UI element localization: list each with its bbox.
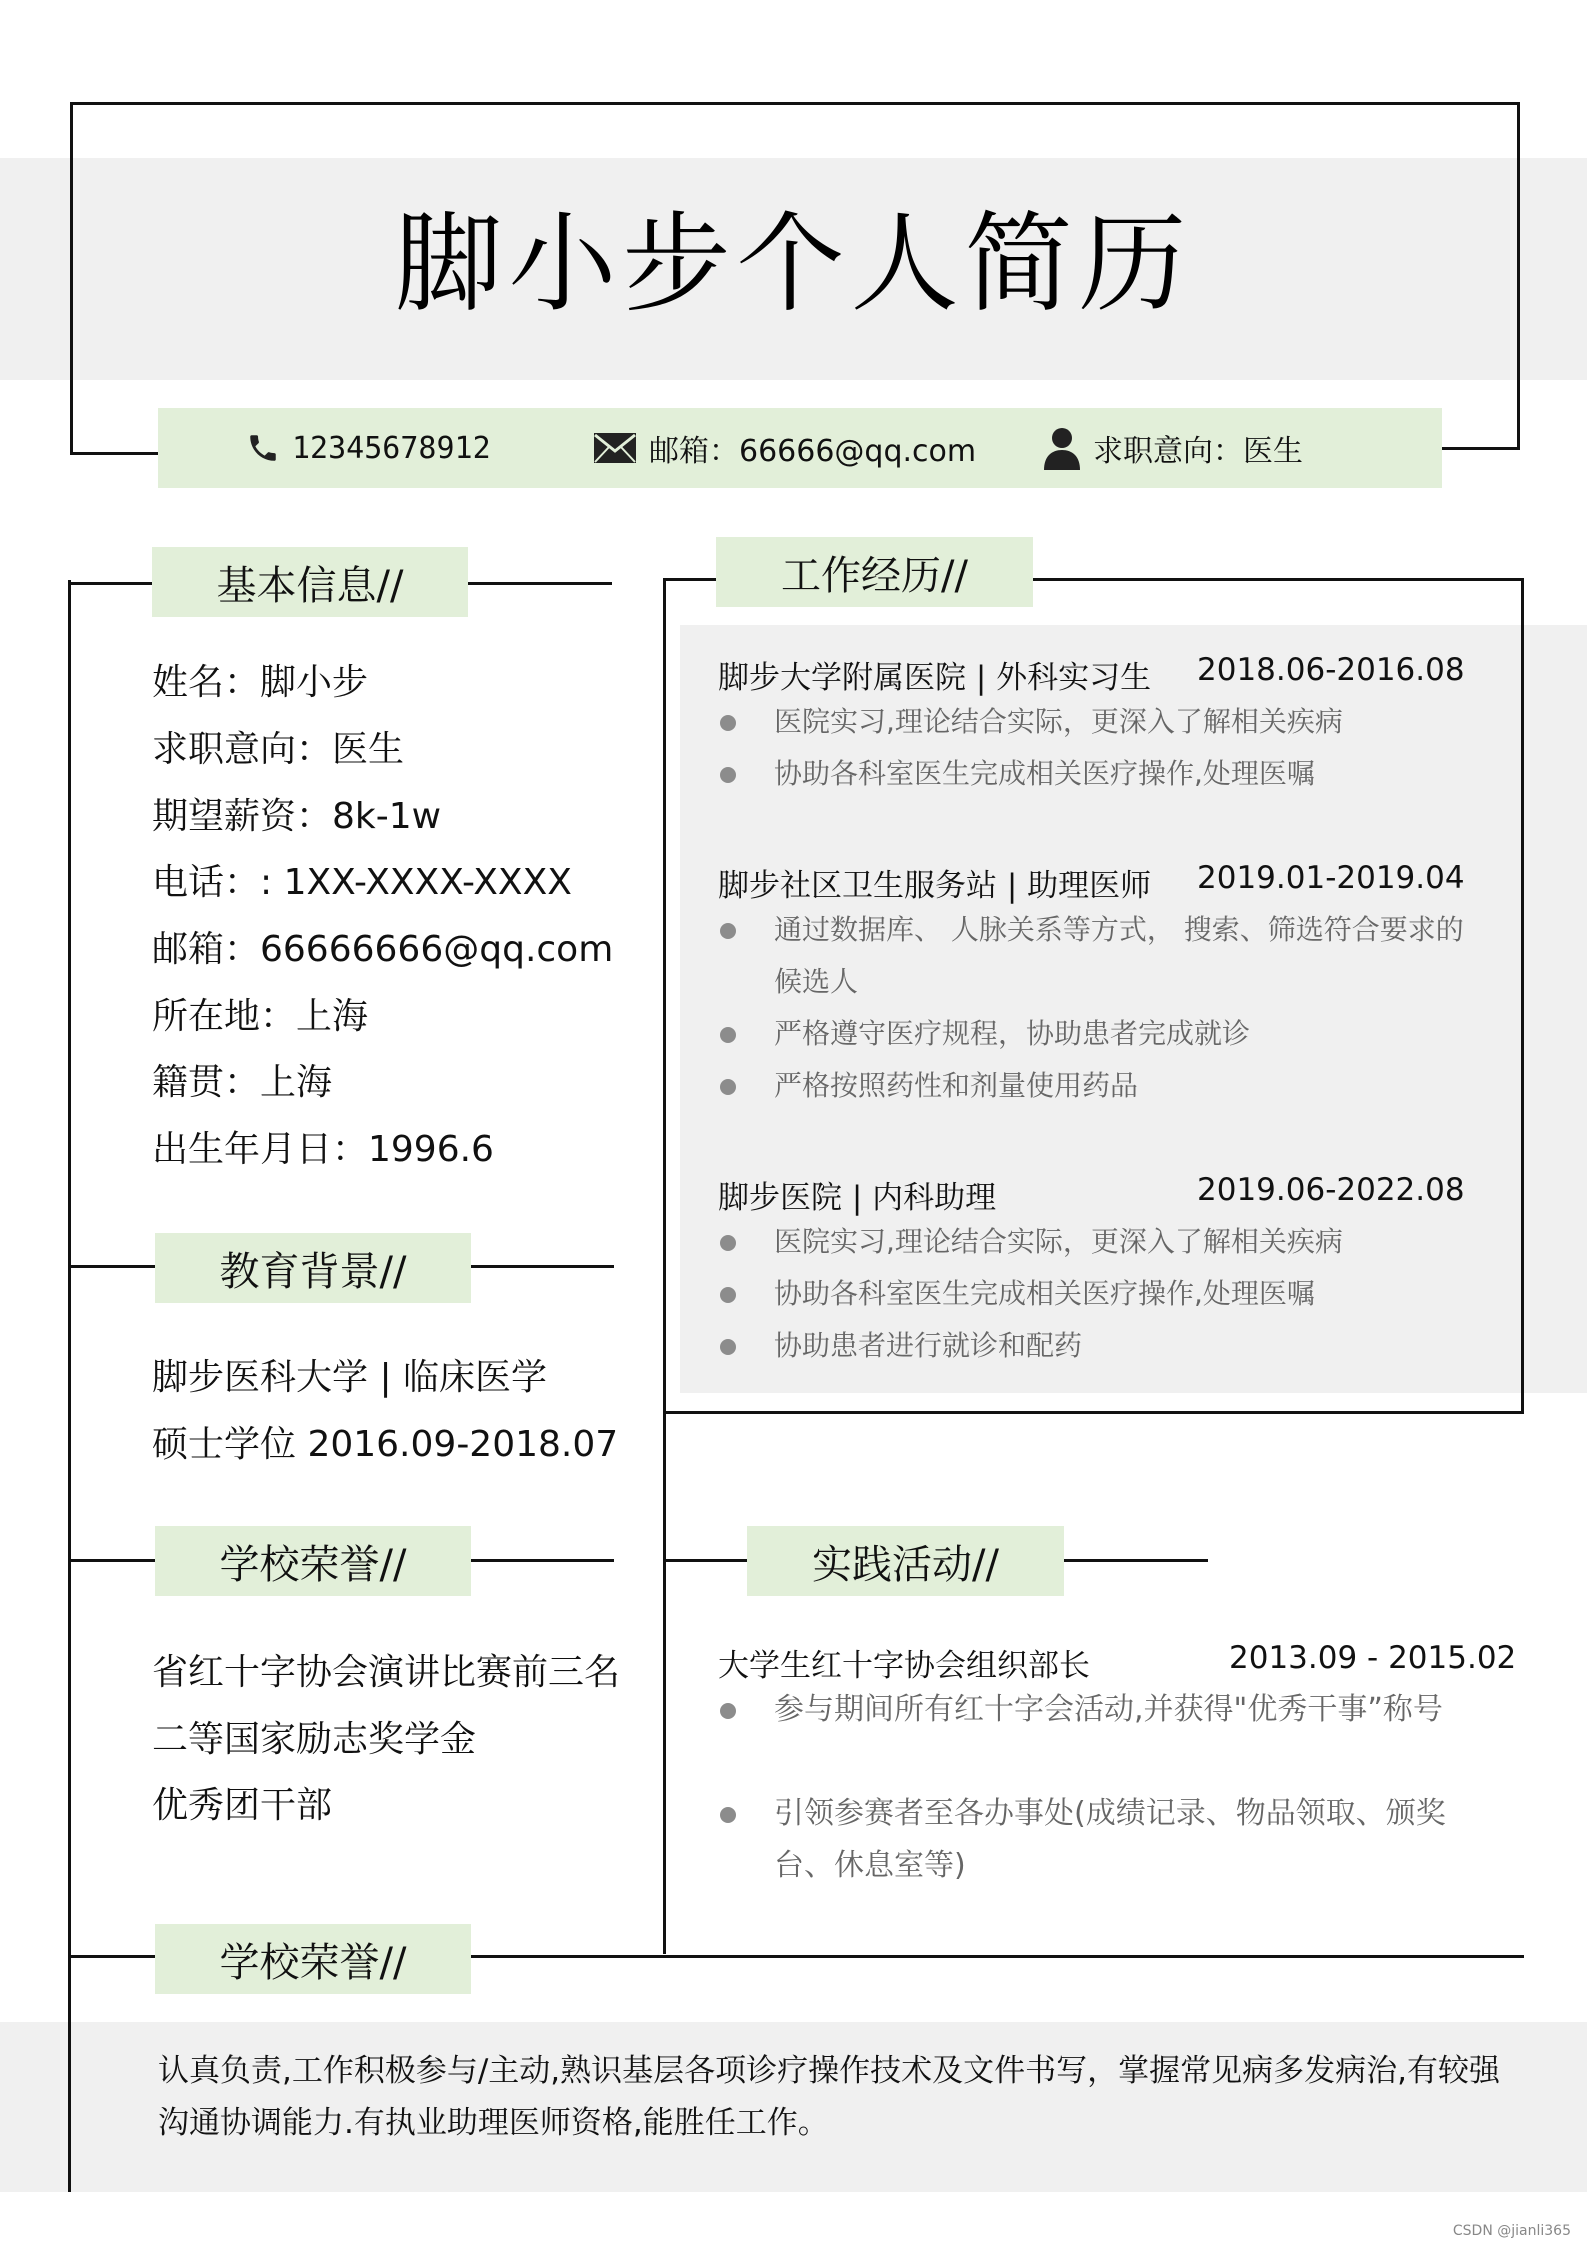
job-bullet: 协助各科室医生完成相关医疗操作,处理医嘱 bbox=[718, 748, 1518, 800]
bullet-dot bbox=[720, 923, 736, 939]
bullet-dot bbox=[720, 1027, 736, 1043]
page-title: 脚小步个人简历 bbox=[394, 202, 1193, 327]
job-title: 脚步社区卫生服务站 | 助理医师 bbox=[718, 868, 1152, 904]
job-title: 脚步医院 | 内科助理 bbox=[718, 1180, 997, 1216]
job-bullet: 通过数据库、 人脉关系等方式， 搜索、筛选符合要求的候选人 bbox=[718, 904, 1486, 1008]
contact-objective: 求职意向：医生 bbox=[1043, 408, 1303, 488]
job-date: 2018.06-2016.08 bbox=[1197, 652, 1465, 688]
practice-title: 大学生红十字协会组织部长 bbox=[718, 1648, 1090, 1684]
left-timeline bbox=[68, 580, 71, 2192]
info-hometown: 籍贯：上海 bbox=[152, 1062, 333, 1103]
watermark: CSDN @jianli365 bbox=[1452, 2223, 1571, 2239]
info-phone: 电话：: 1XX-XXXX-XXXX bbox=[152, 862, 572, 903]
bullet-dot bbox=[720, 1287, 736, 1303]
bullet-dot bbox=[720, 1339, 736, 1355]
bullet-dot bbox=[720, 767, 736, 783]
self-evaluation-text: 认真负责,工作积极参与/主动,熟识基层各项诊疗操作技术及文件书写，掌握常见病多发病治,有较强沟通协调能力.有执业助理医师资格,能胜任工作。 bbox=[158, 2053, 1501, 2141]
info-name: 姓名：脚小步 bbox=[152, 662, 369, 703]
honor-item: 省红十字协会演讲比赛前三名 bbox=[152, 1652, 621, 1693]
section-work: 工作经历// bbox=[716, 537, 1033, 607]
contact-bar bbox=[158, 408, 1442, 488]
frame-bottom-right bbox=[1440, 447, 1520, 450]
edu-school: 脚步医科大学 | 临床医学 bbox=[152, 1357, 548, 1398]
section-education: 教育背景// bbox=[155, 1233, 471, 1303]
info-salary: 期望薪资：8k-1w bbox=[152, 796, 442, 837]
job-bullet: 协助患者进行就诊和配药 bbox=[718, 1320, 1518, 1372]
job-date: 2019.01-2019.04 bbox=[1197, 860, 1465, 896]
bullet-dot bbox=[720, 715, 736, 731]
phone-icon bbox=[246, 431, 280, 465]
job-bullet: 医院实习,理论结合实际，更深入了解相关疾病 bbox=[718, 696, 1518, 748]
job-bullet: 医院实习,理论结合实际，更深入了解相关疾病 bbox=[718, 1216, 1518, 1268]
job-title: 脚步大学附属医院 | 外科实习生 bbox=[718, 660, 1152, 696]
bullet-dot bbox=[720, 1235, 736, 1251]
honor-item: 优秀团干部 bbox=[152, 1785, 333, 1826]
info-email: 邮箱：66666666@qq.com bbox=[152, 929, 614, 970]
envelope-icon bbox=[593, 432, 637, 464]
user-icon bbox=[1043, 426, 1081, 470]
section-practice: 实践活动// bbox=[747, 1526, 1064, 1596]
center-timeline bbox=[663, 578, 666, 1954]
work-box-bottom bbox=[663, 1411, 1524, 1414]
info-birth: 出生年月日：1996.6 bbox=[152, 1129, 494, 1170]
info-objective: 求职意向：医生 bbox=[152, 729, 405, 770]
job-bullet: 严格按照药性和剂量使用药品 bbox=[718, 1060, 1518, 1112]
section-honors: 学校荣誉// bbox=[155, 1526, 471, 1596]
practice-date: 2013.09 - 2015.02 bbox=[1229, 1640, 1517, 1676]
job-date: 2019.06-2022.08 bbox=[1197, 1172, 1465, 1208]
edu-degree: 硕士学位 2016.09-2018.07 bbox=[152, 1424, 619, 1465]
contact-phone: 12345678912 bbox=[246, 408, 491, 488]
work-box-right bbox=[1521, 578, 1524, 1412]
contact-email: 邮箱：66666@qq.com bbox=[593, 408, 976, 488]
bullet-dot bbox=[720, 1703, 736, 1719]
frame-top bbox=[70, 102, 1520, 105]
bullet-dot bbox=[720, 1807, 736, 1823]
job-bullet: 协助各科室医生完成相关医疗操作,处理医嘱 bbox=[718, 1268, 1518, 1320]
bullet-dot bbox=[720, 1079, 736, 1095]
section-basic-info: 基本信息// bbox=[152, 547, 468, 617]
section-self-eval: 学校荣誉// bbox=[155, 1924, 471, 1994]
job-bullet: 严格遵守医疗规程，协助患者完成就诊 bbox=[718, 1008, 1518, 1060]
practice-bullet: 参与期间所有红十字会活动,并获得"优秀干事”称号 bbox=[718, 1684, 1498, 1736]
honor-item: 二等国家励志奖学金 bbox=[152, 1719, 477, 1760]
info-location: 所在地：上海 bbox=[152, 996, 369, 1037]
frame-bottom-left bbox=[70, 452, 160, 455]
practice-bullet: 引领参赛者至各办事处(成绩记录、物品领取、颁奖台、休息室等) bbox=[718, 1788, 1498, 1892]
